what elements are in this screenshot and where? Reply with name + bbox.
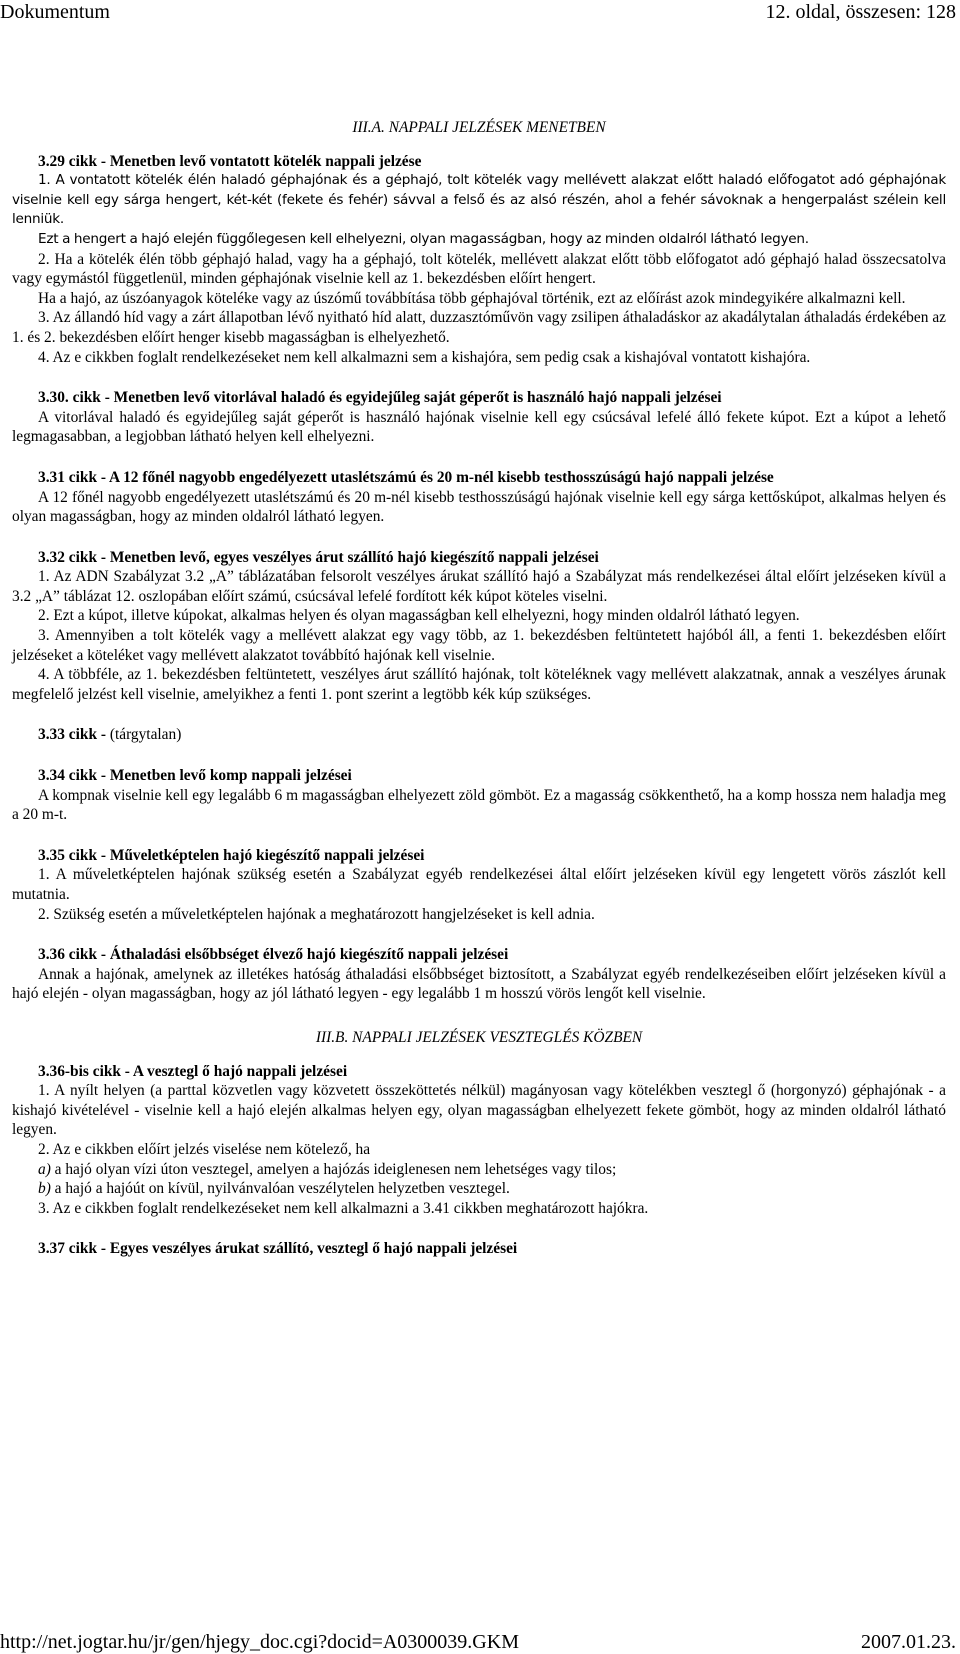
section-title: 3.36 cikk - Áthaladási elsőbbséget élvező hajó kiegészítő nappali jelzései — [38, 946, 509, 964]
section-3-37 — [12, 1239, 946, 1259]
section-3-35 — [12, 846, 946, 924]
paragraph: A 12 főnél nagyobb engedélyezett utaslétszámú és 20 m-nél kisebb testhosszúságú hajónak viselnie kell egy sárga kettőskúpot, alkalmas helyen és olyan magasságban, hogy az minden oldalról látható legyen. — [12, 488, 946, 526]
page-footer — [0, 1630, 960, 1654]
item-label: b) — [38, 1180, 51, 1198]
paragraph: b) a hajó a hajóút on kívül, nyilvánvalóan veszélytelen helyzetben vesztegel. — [38, 1180, 510, 1198]
document-body — [12, 118, 946, 1259]
section-title: 3.33 cikk - (tárgytalan) — [38, 726, 182, 744]
page-header — [0, 0, 960, 24]
paragraph: 2. Ha a kötelék élén több géphajó halad, vagy ha a géphajó, tolt kötelék, mellévett alakzat előtt több előfogatot adó géphajó halad összecsatolva vagy egymástól függetlenül, minden géphajónak viselnie kell az 1. bekezdésben előírt hengert. — [12, 250, 946, 288]
print-date: 2007.01.23. — [861, 1631, 956, 1653]
section-3-31 — [12, 468, 946, 527]
section-3-32 — [12, 548, 946, 705]
section-title: 3.32 cikk - Menetben levő, egyes veszélyes árut szállító hajó kiegészítő nappali jelzései — [38, 548, 599, 566]
section-3-33 — [12, 725, 946, 745]
section-title: 3.35 cikk - Műveletképtelen hajó kiegészítő nappali jelzései — [38, 846, 425, 864]
part-b-title: III.B. NAPPALI JELZÉSEK VESZTEGLÉS KÖZBEN — [315, 1028, 643, 1046]
paragraph: 1. A vontatott kötelék élén haladó géphajónak és a géphajó, tolt kötelék vagy mellévett alakzat előtt haladó előfogatot adó géphajónak viselnie kell egy sárga hengert, két-két (fekete és fehér) sávval a felső és az alsó részén, ahol a fehér sávoknak a hengerpalást szélein kell lenniük. — [12, 172, 946, 228]
paragraph: 2. Az e cikkben előírt jelzés viselése nem kötelező, ha — [38, 1140, 371, 1158]
paragraph: 4. Az e cikkben foglalt rendelkezéseket nem kell alkalmazni sem a kishajóra, sem pedig csak a kishajóval vontatott kishajóra. — [38, 348, 811, 366]
paragraph: A vitorlával haladó és egyidejűleg saját géperőt is használó hajónak viselnie kell egy csúcsával lefelé álló fekete kúpot. Ezt a kúpot a lehető legmagasabban, a legjobban látható helyen kell elhelyezni. — [12, 408, 946, 446]
section-3-36-bis — [12, 1062, 946, 1219]
paragraph: 1. A műveletképtelen hajónak szükség esetén a Szabályzat egyéb rendelkezései által előírt jelzéseken kívül egy lengetett vörös zászlót kell mutatnia. — [12, 866, 946, 903]
source-url: http://net.jogtar.hu/jr/gen/hjegy_doc.cgi?docid=A0300039.GKM — [0, 1631, 519, 1653]
page-indicator: 12. oldal, összesen: 128 — [765, 1, 956, 23]
section-title: 3.36-bis cikk - A vesztegl ő hajó nappali jelzései — [38, 1062, 348, 1080]
paragraph: 3. Amennyiben a tolt kötelék vagy a mellévett alakzat egy vagy több, az 1. bekezdésben feltüntetett hajóból áll, a fenti 1. bekezdésben előírt jelzéseket a köteléket vagy mellévett alakzatot továbbító hajónak kell viselnie. — [12, 627, 946, 664]
item-label: a) — [38, 1160, 51, 1178]
paragraph: Ha a hajó, az úszóanyagok köteléke vagy az úszómű továbbítása több géphajóval történik, ezt az előírást azok mindegyikére alkalmazni kell. — [38, 289, 906, 307]
paragraph: Annak a hajónak, amelynek az illetékes hatóság áthaladási elsőbbséget biztosított, a Szabályzat egyéb rendelkezéseiben előírt jelzéseken kívül a hajó elején - olyan magasságban, hogy az jól látható legyen - egy legalább 1 m hosszú vörös lengőt kell viselnie. — [12, 965, 946, 1003]
paragraph: 3. Az e cikkben foglalt rendelkezéseket nem kell alkalmazni a 3.41 cikkben meghatározott hajókra. — [38, 1199, 649, 1217]
document-label: Dokumentum — [0, 1, 110, 23]
paragraph: A kompnak viselnie kell egy legalább 6 m magasságban elhelyezett zöld gömböt. Ez a magasság csökkenthető, ha a komp hossza nem haladja meg a 20 m-t. — [12, 786, 946, 824]
section-3-34 — [12, 766, 946, 825]
section-3-29 — [12, 152, 946, 368]
section-title: 3.34 cikk - Menetben levő komp nappali jelzései — [38, 767, 352, 785]
section-3-30 — [12, 388, 946, 447]
paragraph: a) a hajó olyan vízi úton vesztegel, amelyen a hajózás ideiglenesen nem lehetséges vagy tilos; — [38, 1160, 617, 1178]
section-title: 3.31 cikk - A 12 főnél nagyobb engedélyezett utaslétszámú és 20 m-nél kisebb testhosszúságú hajó nappali jelzése — [38, 468, 774, 486]
paragraph: 3. Az állandó híd vagy a zárt állapotban lévő nyitható híd alatt, duzzasztóművön vagy zsilipen áthaladáskor az akadálytalan áthaladás érdekében az 1. és 2. bekezdésben előírt henger kisebb magasságban is elhelyezhető. — [12, 309, 946, 346]
section-title: 3.37 cikk - Egyes veszélyes árukat szállító, vesztegl ő hajó nappali jelzései — [38, 1240, 518, 1258]
paragraph: 1. Az ADN Szabályzat 3.2 „A” táblázatában felsorolt veszélyes árukat szállító hajó a Szabályzat más rendelkezései által előírt jelzéseken kívül a 3.2 „A” táblázat 12. oszlopában előírt számú, csúcsával lefelé fordított kék kúpot köteles viselni. — [12, 568, 946, 605]
paragraph: 4. A többféle, az 1. bekezdésben feltüntetett, veszélyes árut szállító hajónak, tolt köteléknek vagy mellévett alakzatnak, annak a veszélyes árunak megfelelő jelzést kell viselnie, amelyikhez a fenti 1. pont szerint a legtöbb kék kúp szükséges. — [12, 666, 946, 703]
part-a-title: III.A. NAPPALI JELZÉSEK MENETBEN — [352, 119, 606, 136]
section-3-36 — [12, 945, 946, 1004]
section-title: 3.30. cikk - Menetben levő vitorlával haladó és egyidejűleg saját géperőt is használó hajó nappali jelzései — [38, 389, 722, 407]
paragraph: 2. Szükség esetén a műveletképtelen hajónak a meghatározott hangjelzéseket is kell adnia. — [38, 905, 595, 923]
section-title: 3.29 cikk - Menetben levő vontatott kötelék nappali jelzése — [38, 152, 422, 170]
paragraph: Ezt a hengert a hajó elején függőlegesen kell elhelyezni, olyan magasságban, hogy az minden oldalról látható legyen. — [38, 230, 809, 247]
paragraph: 1. A nyílt helyen (a parttal közvetlen vagy közvetett összeköttetés nélkül) magányosan vagy kötelékben vesztegl ő (horgonyzó) géphajónak - a kishajó kivételével - viselnie kell a hajó elején alkalmas helyen egy, olyan magasságban elhelyezett fekete gömböt, hogy az minden oldalról látható legyen. — [12, 1082, 946, 1139]
paragraph: 2. Ezt a kúpot, illetve kúpokat, alkalmas helyen és olyan magasságban kell elhelyezni, hogy minden oldalról látható legyen. — [38, 607, 800, 625]
